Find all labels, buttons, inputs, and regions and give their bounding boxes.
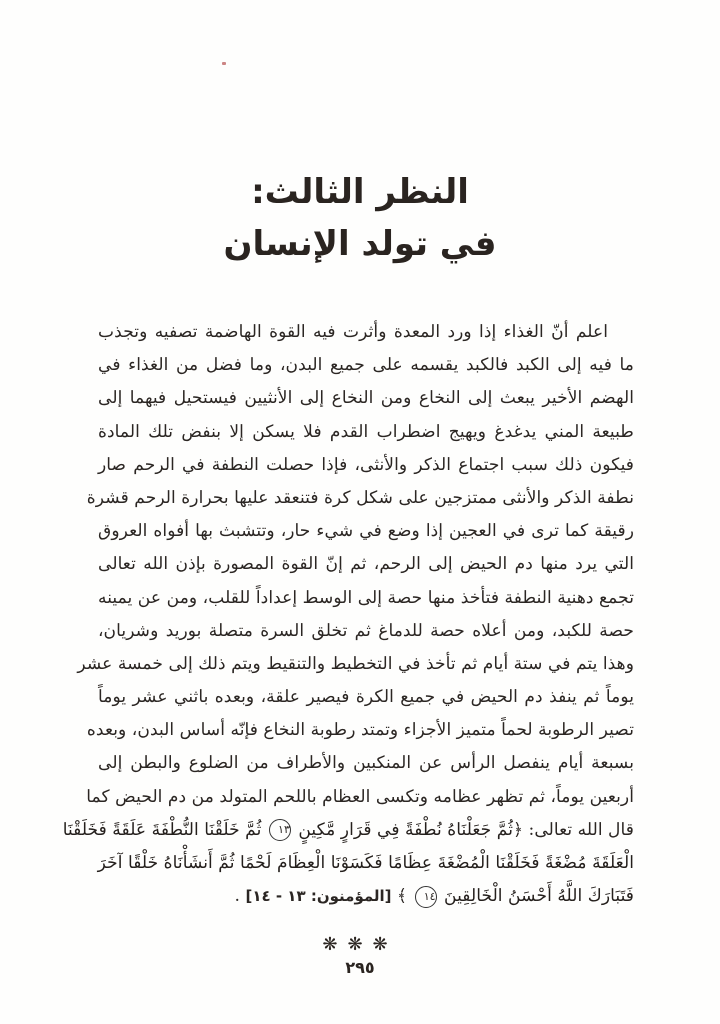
quote-intro: قال الله تعالى: [528, 819, 634, 840]
text-line: نطفة الذكر والأنثى ممتزجين على شكل كرة فتنعقد عليها بحرارة الرحم قشرة [86, 487, 634, 508]
text-line: أربعين يوماً، ثم تظهر عظامه وتكسى العظام باللحم المتولد من دم الحيض كما [86, 786, 634, 807]
quran-line-3 [98, 880, 634, 913]
text-line: طبيعة المني يدغدغ ويهيج اضطراب القدم فلا يسكن إلا بنفض تلك المادة [98, 421, 634, 442]
text-line: حصة للكبد، ومن أعلاه حصة للدماغ ثم تخلق السرة متصلة بوريد وشريان، [98, 620, 634, 641]
text-line: اعلم أنّ الغذاء إذا ورد المعدة وأثرت فيه القوة الهاضمة تصفيه وتجذب [98, 322, 608, 342]
quran-verse-14-end: فَتَبَارَكَ اللَّهُ أَحْسَنُ الْخَالِقِينَ [444, 886, 634, 907]
quran-verse-14-start: ثُمَّ خَلَقْنَا النُّطْفَةَ عَلَقَةً فَخَلَقْنَا [62, 819, 262, 840]
text-line: بسبعة أيام ينفصل الرأس عن المنكبين والأطراف من الضلوع والبطن إلى [98, 753, 634, 774]
end-period: . [234, 886, 240, 907]
print-speck [222, 62, 226, 65]
text-line: التي يرد منها دم الحيض إلى الرحم، ثم إنّ القوة المصورة بإذن الله تعالى [98, 554, 634, 575]
surah-reference: [المؤمنون: ١٣ - ١٤] [245, 887, 392, 906]
quran-line-1 [62, 814, 634, 847]
quran-close-bracket: ﴾ [397, 886, 408, 907]
chapter-title-line-1: النظر الثالث: [251, 172, 469, 212]
quran-verse-13: ﴿ثُمَّ جَعَلْنَاهُ نُطْفَةً فِي قَرَارٍ مَّكِينٍ [298, 819, 524, 840]
ayah-number-marker-13: ١٣ [269, 819, 291, 841]
text-line: رقيقة كما ترى في العجين إذا وضع في شيء حار، وتتشبث بها أفواه العروق [98, 521, 634, 542]
text-line: تصير الرطوبة لحماً متميز الأجزاء وتمتد رطوبة النخاع فإنّه أساس البدن، وبعده [86, 720, 634, 741]
text-line: وهذا يتم في ستة أيام ثم تأخذ في التخطيط والتنقيط ويتم ذلك إلى خمسة عشر [77, 653, 634, 674]
ayah-number-marker-14: ١٤ [415, 886, 437, 908]
text-line: ما فيه إلى الكبد فالكبد يقسمه على جميع البدن، وما فضل من الغذاء في [98, 355, 634, 376]
quran-line-2: الْعَلَقَةَ مُضْغَةً فَخَلَقْنَا الْمُضْغَةَ عِظَامًا فَكَسَوْنَا الْعِظَامَ لَحْمًا ثُمَّ أَنشَأْنَاهُ خَلْقًا آخَرَ [97, 853, 634, 873]
chapter-heading [0, 166, 720, 270]
text-line: يوماً ثم ينفذ دم الحيض في جميع الكرة فيصير علقة، وبعده باثني عشر يوماً [98, 687, 634, 708]
page-number: ٢٩٥ [345, 958, 375, 977]
body-paragraph [62, 316, 634, 913]
text-line: فيكون ذلك سبب اجتماع الذكر والأنثى، فإذا حصلت النطفة في الرحم صار [98, 454, 634, 475]
text-line: الهضم الأخير يبعث إلى النخاع ومن النخاع إلى الأنثيين فيستحيل فيهما إلى [98, 388, 634, 409]
section-separator-ornament: ❋❋❋ [322, 934, 398, 955]
text-line: تجمع دهنية النطفة فتأخذ منها حصة إلى الوسط إعداداً للقلب، ومن عن يمينه [98, 587, 634, 608]
chapter-title-line-2: في تولد الإنسان [223, 224, 497, 264]
